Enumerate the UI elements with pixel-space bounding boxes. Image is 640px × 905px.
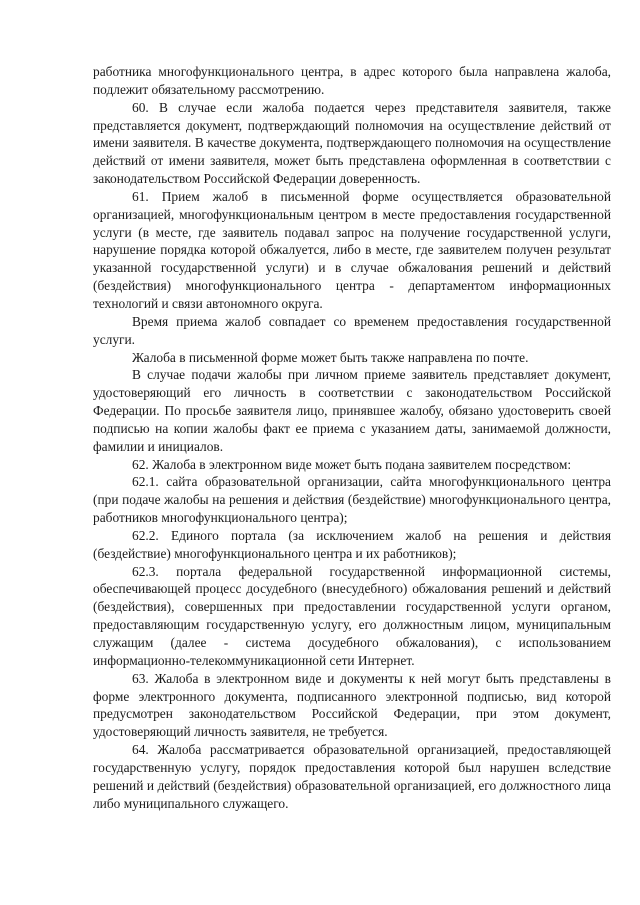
paragraph-62-1: 62.1. сайта образовательной организации, сайта многофункционального центра (при подаче жалобы на решения и действия (бездействие) многофункционального центра, работников многофункционального центра); xyxy=(93,474,611,526)
paragraph-62-3: 62.3. портала федеральной государственной информационной системы, обеспечивающей процесс досудебного (внесудебного) обжалования решений и действий (бездействия), совершенных при предоставлении государственной услуги органом, предоставляющим государственную услугу, его должностным лицом, муниципальным служащим (далее - система досудебного обжалования), с использованием информационно-телекоммуникационной сети Интернет. xyxy=(93,563,611,668)
document-body xyxy=(93,63,611,812)
paragraph-63: 63. Жалоба в электронном виде и документы к ней могут быть представлены в форме электронного документа, подписанного электронной подписью, вид которой предусмотрен законодательством Российской Федерации, при этом документ, удостоверяющий личность заявителя, не требуется. xyxy=(93,670,611,740)
paragraph-reception-time: Время приема жалоб совпадает со временем предоставления государственной услуги. xyxy=(93,313,611,347)
paragraph-62: 62. Жалоба в электронном виде может быть подана заявителем посредством: xyxy=(132,456,572,472)
paragraph-personal-reception: В случае подачи жалобы при личном приеме заявитель представляет документ, удостоверяющий его личность в соответствии с законодательством Российской Федерации. По просьбе заявителя лицо, принявшее жалобу, обязано удостоверить своей подписью на копии жалобы факт ее приема с указанием даты, занимаемой должности, фамилии и инициалов. xyxy=(93,367,611,454)
paragraph-64: 64. Жалоба рассматривается образовательной организацией, предоставляющей государственную услугу, порядок предоставления которой был нарушен вследствие решений и действий (бездействия) образовательной организацией, его должностного лица либо муниципального служащего. xyxy=(93,742,611,811)
paragraph-postal: Жалоба в письменной форме может быть также направлена по почте. xyxy=(132,349,529,365)
paragraph-continuation: работника многофункционального центра, в адрес которого была направлена жалоба, подлежит обязательному рассмотрению. xyxy=(93,64,611,97)
paragraph-61: 61. Прием жалоб в письменной форме осуществляется образовательной организацией, многофункциональным центром в месте предоставления государственной услуги (в месте, где заявитель подавал запрос на получение государственной услуги, нарушение порядка которой обжалуется, либо в месте, где заявителем получен результат указанной государственной услуги) и в случае обжалования решений и действий (бездействия) многофункционального центра - департаментом информационных технологий и связи автономного округа. xyxy=(93,188,611,311)
paragraph-62-2: 62.2. Единого портала (за исключением жалоб на решения и действия (бездействие) многофункционального центра и их работников); xyxy=(93,527,611,561)
paragraph-60: 60. В случае если жалоба подается через представителя заявителя, также представляется документ, подтверждающий полномочия на осуществление действий от имени заявителя. В качестве документа, подтверждающего полномочия на осуществление действий от имени заявителя, может быть представлена оформленная в соответствии с законодательством Российской Федерации доверенность. xyxy=(93,99,611,187)
